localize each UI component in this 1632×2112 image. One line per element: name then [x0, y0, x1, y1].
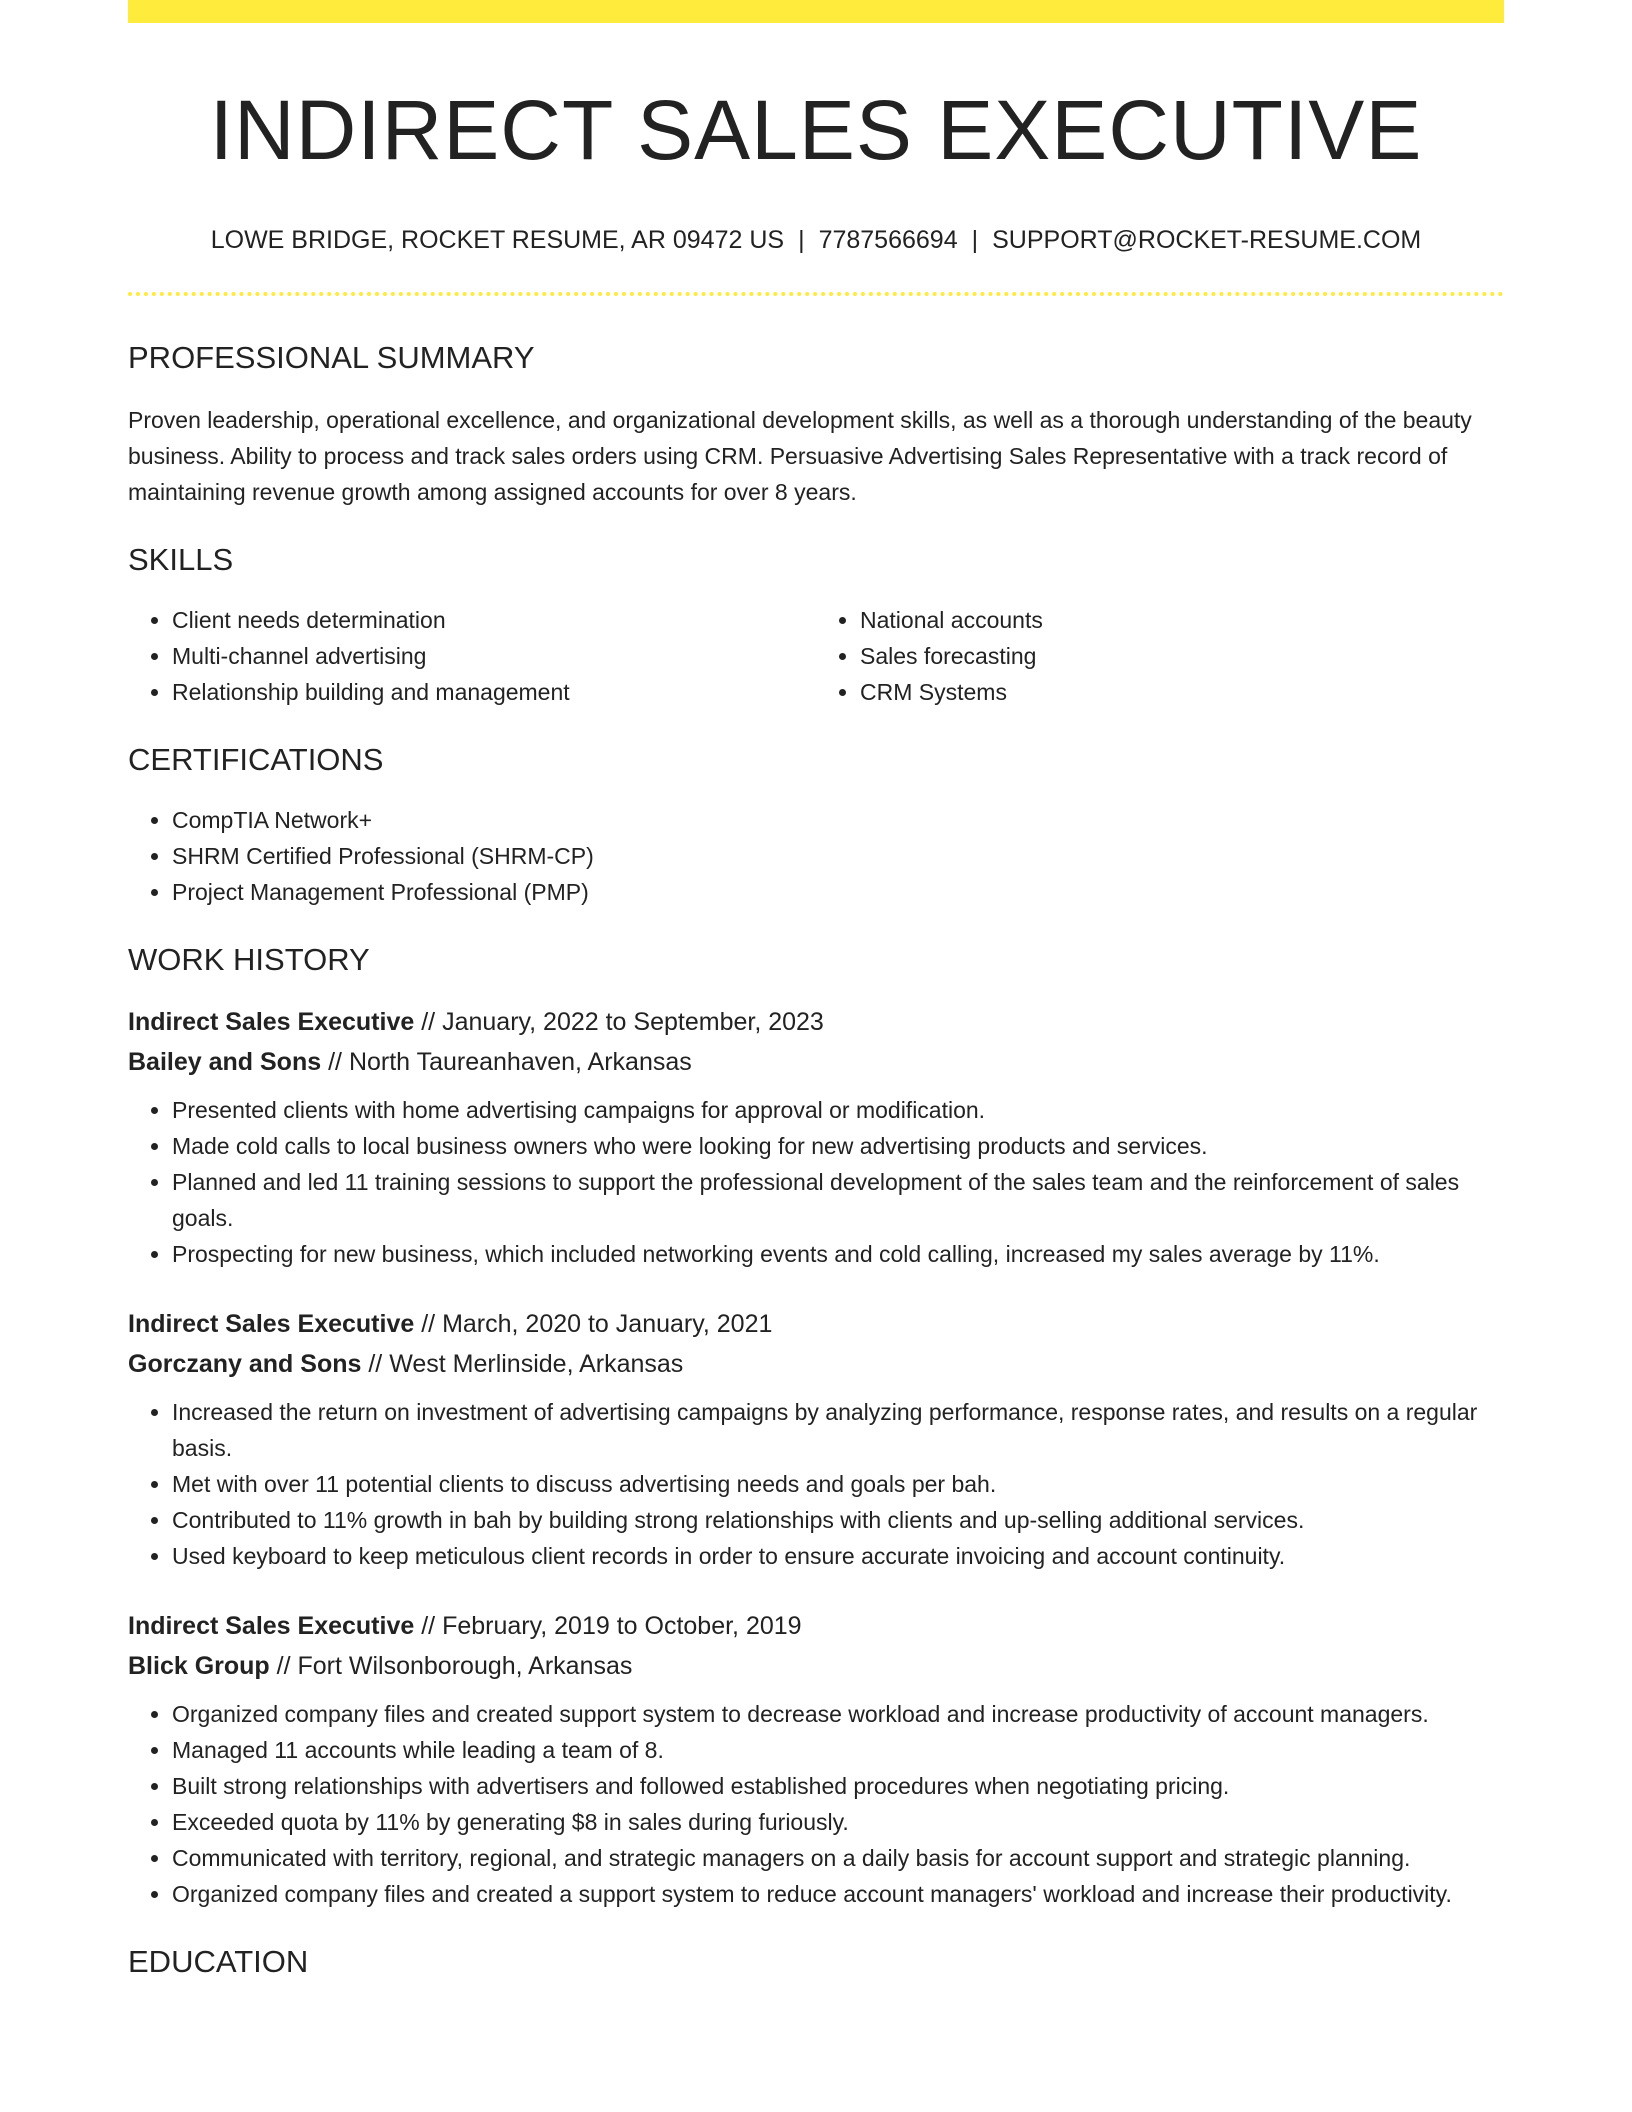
job-location: West Merlinside, Arkansas [389, 1350, 684, 1378]
job-dates: March, 2020 to January, 2021 [442, 1310, 773, 1338]
job-company: Blick Group [128, 1652, 270, 1680]
skills-section [128, 540, 1504, 710]
skill-item: • Multi-channel advertising [172, 638, 816, 674]
certifications-list [128, 802, 1504, 910]
job-bullet: • Communicated with territory, regional, and strategic managers on a daily basis for account support and strategic planning. [172, 1840, 1504, 1876]
job-bullet: • Organized company files and created a support system to reduce account managers' workload and increase their productivity. [172, 1876, 1504, 1912]
job-bullet: • Presented clients with home advertising campaigns for approval or modification. [172, 1092, 1504, 1128]
skill-item: • National accounts [860, 602, 1504, 638]
skills-columns [128, 602, 1504, 710]
job-location: Fort Wilsonborough, Arkansas [297, 1652, 633, 1680]
job-title: Indirect Sales Executive [128, 1008, 415, 1036]
job-title: Indirect Sales Executive [128, 1310, 415, 1338]
contact-separator: | [798, 226, 805, 254]
certification-item: • CompTIA Network+ [172, 802, 1504, 838]
summary-heading: PROFESSIONAL SUMMARY [128, 340, 535, 375]
job-company-line [128, 1042, 1504, 1082]
certifications-heading: CERTIFICATIONS [128, 742, 384, 777]
job-bullet-list [128, 1092, 1504, 1272]
job-bullet-list [128, 1394, 1504, 1574]
job-bullet: • Planned and led 11 training sessions to support the professional development of the sales team and the reinforcement of sales goals. [172, 1164, 1504, 1236]
contact-email: SUPPORT@ROCKET-RESUME.COM [992, 226, 1422, 254]
work-history-section [128, 940, 1504, 1912]
job-separator: // [421, 1310, 436, 1338]
certifications-section [128, 740, 1504, 910]
skills-heading: SKILLS [128, 542, 234, 577]
job-bullet: • Prospecting for new business, which included networking events and cold calling, increased my sales average by 11%. [172, 1236, 1504, 1272]
job-entry [128, 1606, 1504, 1912]
job-bullet: • Built strong relationships with advertisers and followed established procedures when negotiating pricing. [172, 1768, 1504, 1804]
job-title-line [128, 1304, 1504, 1344]
job-bullet: • Managed 11 accounts while leading a team of 8. [172, 1732, 1504, 1768]
job-bullet: • Exceeded quota by 11% by generating $8 in sales during furiously. [172, 1804, 1504, 1840]
job-company-line [128, 1646, 1504, 1686]
job-bullet: • Contributed to 11% growth in bah by building strong relationships with clients and up-selling additional services. [172, 1502, 1504, 1538]
job-bullet: • Increased the return on investment of advertising campaigns by analyzing performance, response rates, and results on a regular basis. [172, 1394, 1504, 1466]
job-company: Bailey and Sons [128, 1048, 322, 1076]
summary-text: Proven leadership, operational excellence, and organizational development skills, as well as a thorough understanding of the beauty business. Ability to process and track sales orders using CRM. Persuasive Advertising Sales Representative with a track record of maintaining revenue growth among assigned accounts for over 8 years. [128, 407, 1472, 505]
education-section [128, 1942, 1504, 1982]
skill-item: • Relationship building and management [172, 674, 816, 710]
skill-item: • CRM Systems [860, 674, 1504, 710]
job-bullet: • Met with over 11 potential clients to discuss advertising needs and goals per bah. [172, 1466, 1504, 1502]
job-separator: // [328, 1048, 342, 1076]
education-heading: EDUCATION [128, 1944, 309, 1979]
contact-phone: 7787566694 [818, 226, 958, 254]
skill-item: • Client needs determination [172, 602, 816, 638]
job-title: Indirect Sales Executive [128, 1612, 415, 1640]
resume-content [128, 0, 1504, 1982]
summary-section [128, 338, 1504, 510]
certification-item: • SHRM Certified Professional (SHRM-CP) [172, 838, 1504, 874]
job-location: North Taureanhaven, Arkansas [348, 1048, 692, 1076]
job-bullet-list [128, 1696, 1504, 1912]
header-divider [128, 292, 1504, 296]
job-separator: // [368, 1350, 383, 1378]
contact-line [128, 224, 1504, 256]
contact-address: LOWE BRIDGE, ROCKET RESUME, AR 09472 US [210, 226, 785, 254]
job-bullet: • Organized company files and created support system to decrease workload and increase productivity of account managers. [172, 1696, 1504, 1732]
job-company: Gorczany and Sons [128, 1350, 362, 1378]
skills-list-left [128, 602, 816, 710]
skills-list-right [816, 602, 1504, 710]
job-company-line [128, 1344, 1504, 1384]
job-title-line [128, 1606, 1504, 1646]
candidate-title: INDIRECT SALES EXECUTIVE [209, 83, 1423, 177]
job-title-line [128, 1002, 1504, 1042]
job-separator: // [421, 1008, 436, 1036]
job-bullet: • Made cold calls to local business owners who were looking for new advertising products and services. [172, 1128, 1504, 1164]
skill-item: • Sales forecasting [860, 638, 1504, 674]
job-dates: January, 2022 to September, 2023 [442, 1008, 824, 1036]
job-dates: February, 2019 to October, 2019 [442, 1612, 802, 1640]
job-bullet: • Used keyboard to keep meticulous client records in order to ensure accurate invoicing and account continuity. [172, 1538, 1504, 1574]
job-separator: // [276, 1652, 291, 1680]
work-history-heading: WORK HISTORY [128, 942, 370, 977]
job-entry [128, 1002, 1504, 1272]
job-separator: // [421, 1612, 436, 1640]
job-entry [128, 1304, 1504, 1574]
contact-separator: | [971, 226, 979, 254]
certification-item: • Project Management Professional (PMP) [172, 874, 1504, 910]
